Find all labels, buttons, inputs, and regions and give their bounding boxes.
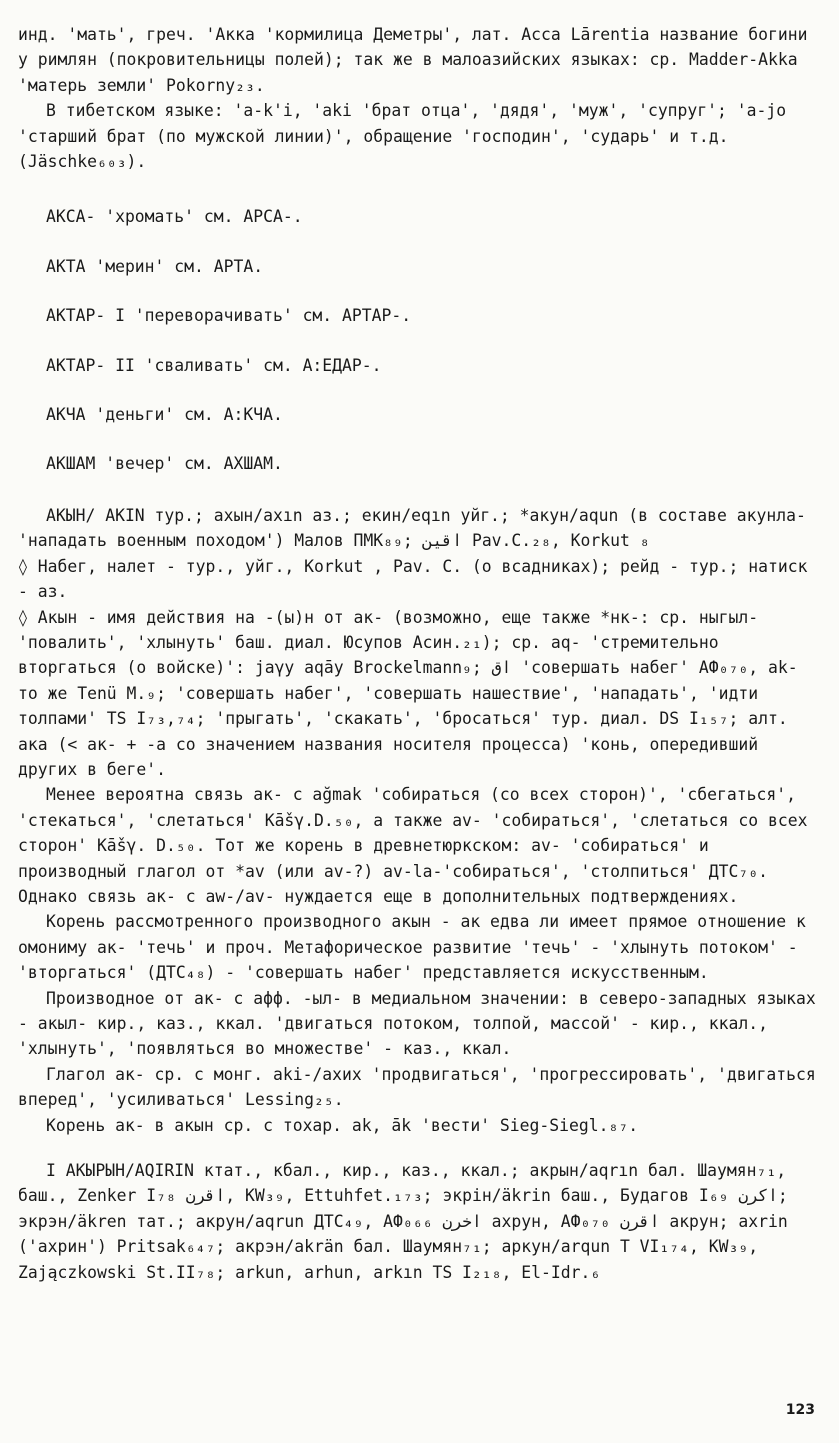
entry-akyn-forms: АКЫН/ AKIN тур.; ахын/axın аз.; екин/eqın уйг.; *акун/aqun (в составе акунла- 'нападать военным походом') Малов ПМК₈₉; اقين Pav.C.₂₈, Korkut ₈ [18,505,816,551]
paragraph-tibetan: В тибетском языке: 'a-k'i, 'aki 'брат отца', 'дядя', 'муж', 'супруг'; 'a-jo 'старший брат (по мужской линии)', обращение 'господин', 'сударь' и т.д. (Jäschke₆₀₃). [18,101,796,172]
entry-akyryn: I АКЫРЫН/AQIRIN ктат., кбал., кир., каз., ккал.; акрын/aqrın бал. Шаумян₇₁, баш., Zenker I₇₈ اقرن, KW₃₉, Ettuhfet.₁₇₃; экрін/äkrin баш., Будагов I₆₉ اكرن; экрэн/äkren тат.; акрун/aqrun ДТС₄₉, АФ₀₆₆ اخرن ахрун, АФ₀₇₀ اقرن акрун; axrin ('ахрин') Pritsak₆₄₇; акрэн/akrän бал. Шаумян₇₁; аркун/arqun T VI₁₇₄, KW₃₉, Zajączkowski St.II₇₈; arkun, arhun, arkın TS I₂₁₈, El-Idr.₆ [18,1161,798,1282]
entry-akyn-alternative: Менее вероятна связь ак- с ağmak 'собираться (со всех сторон)', 'сбегаться', 'стекаться', 'слетаться' Kāšγ.D.₅₀, а также av- 'собираться', 'слетаться со всех сторон' Kāšγ. D.₅₀. Тот же корень в древнетюркском: av- 'собираться' и производный глагол от *av (или av-?) av-la-'собираться', 'столпиться' ДТС₇₀. Однако связь ак- с aw-/av- нуждается еще в дополнительных подтверждениях. [18,785,818,906]
dictionary-page [18,22,826,1285]
entry-aktar-1: АКТАР- I 'переворачивать' см. АРТАР-. [46,306,412,326]
page-number: 123 [785,1402,815,1418]
entry-akyn-meaning: ◊ Набег, налет - тур., уйг., Korkut , Pav. C. (о всадниках); рейд - тур.; натиск - аз. [18,556,818,602]
entry-akyl-derivative: Производное от ак- с афф. -ыл- в медиальном значении: в северо-западных языках - акыл- кир., каз., ккал. 'двигаться потоком, толпой, массой' - кир., ккал., 'хлынуть', 'появляться во множестве' - каз., ккал. [18,988,826,1059]
entry-tocharian-compare: Корень ак- в акын ср. с тохар. ak, āk 'вести' Sieg-Siegl.₈₇. [46,1115,639,1135]
entry-mongolian-compare: Глагол ак- ср. с монг. aki-/ахих 'продвигаться', 'прогрессировать', 'двигаться вперед', 'усиливаться' Lessing₂₅. [18,1064,826,1110]
entry-aktar-2: АКТАР- II 'сваливать' см. А:ЕДАР-. [46,355,382,375]
entry-akyn-root: Корень рассмотренного производного акын - ак едва ли имеет прямое отношение к омониму ак- 'течь' и проч. Метафорическое развитие 'течь' - 'хлынуть потоком' - 'вторгаться' (ДТС₄₈) - 'совершать набег' представляется искусственным. [18,912,816,983]
entry-aksham: АКШАМ 'вечер' см. АХШАМ. [46,454,283,474]
entry-aksa: АКСА- 'хромать' см. АРСА-. [46,207,303,227]
paragraph-cognates-mother: инд. 'мать', греч. 'Акка 'кормилица Деметры', лат. Acca Lārentia название богини у римлян (покровительницы полей); так же в малоазийских языках: ср. Madder-Akka 'матерь земли' Pokorny₂₃. [18,25,818,95]
entry-akyn-etymology: ◊ Акын - имя действия на -(ы)н от ак- (возможно, еще также *нк-: ср. ныгыл- 'повалить', 'хлынуть' баш. диал. Юсупов Асин.₂₁); ср. aq- 'стремительно вторгаться (о войске)': jaγy aqāy Brockelmann₉; اق 'совершать набег' АФ₀₇₀, ak- то же Tenü M.₉; 'совершать набег', 'совершать нашествие', 'нападать', 'идти толпами' TS I₇₃,₇₄; 'прыгать', 'скакать', 'бросаться' тур. диал. DS I₁₅₇; алт. ака (< ак- + -а со значением названия носителя процесса) 'конь, опередивший других в беге'. [18,607,808,779]
entry-akcha: АКЧА 'деньги' см. А:КЧА. [46,405,283,425]
entry-akta: АКТА 'мерин' см. АРТА. [46,256,264,276]
